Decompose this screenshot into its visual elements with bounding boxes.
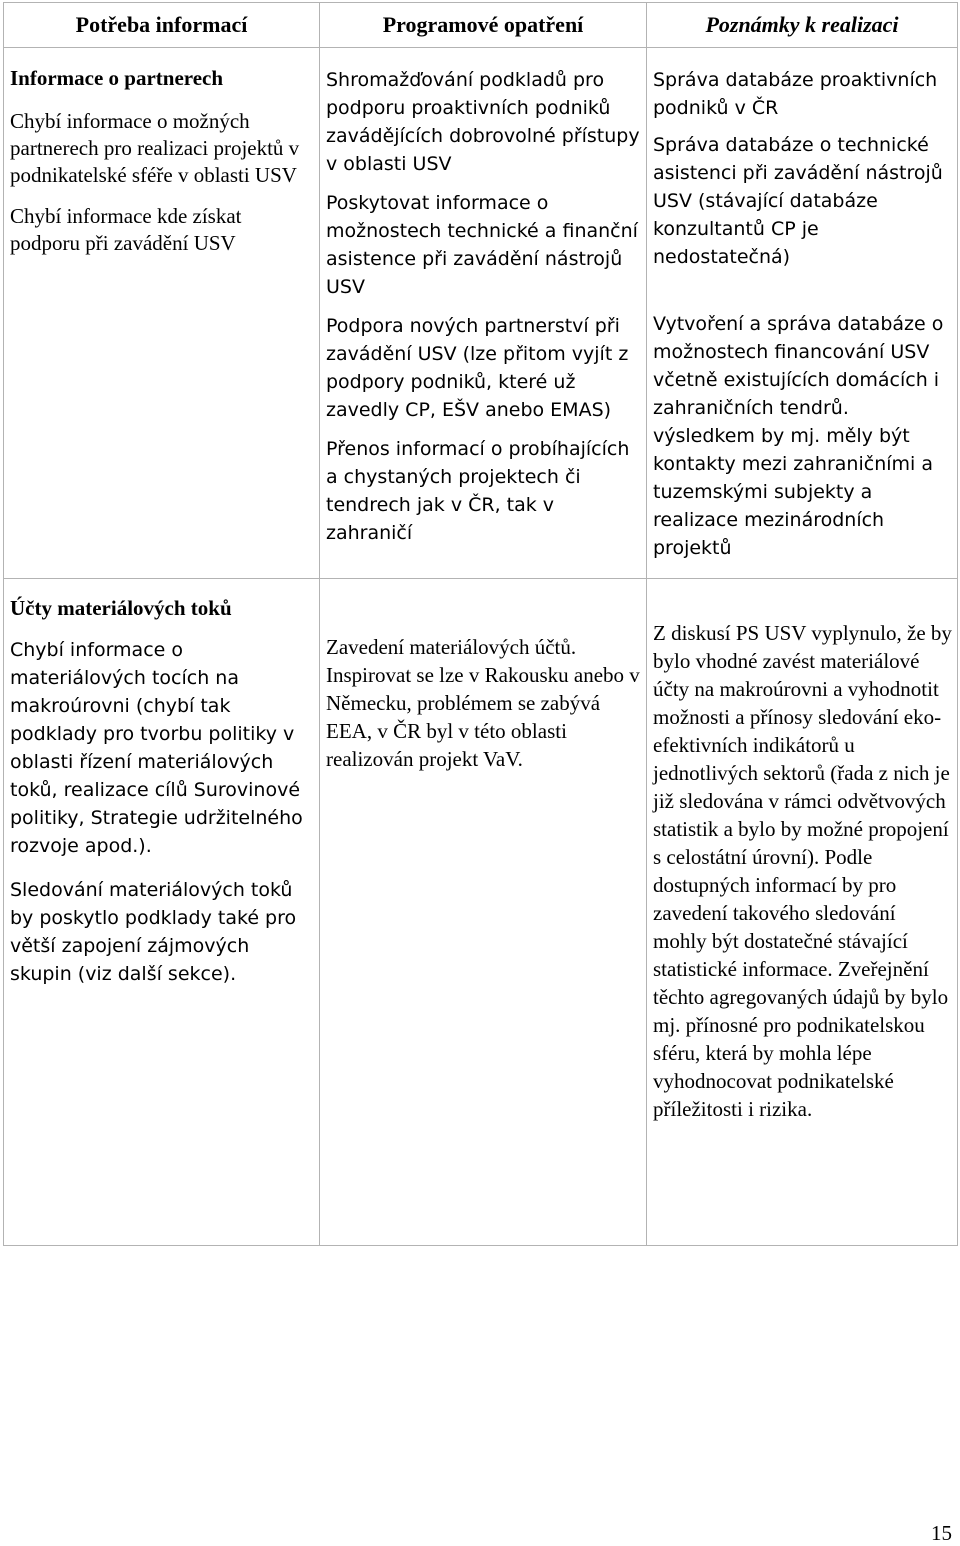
note-paragraph: Z diskusí PS USV vyplynulo, že by bylo vhodné zavést materiálové účty na makroúrovni a vyhodnotit možnosti a přínosy sledování eko-efektivních indikátorů u jednotlivých sektorů (řada z nich je již sledována v rámci odvětvových statistik a bylo by možné propojení s celostátní úrovní). Podle dostupných informací by pro zavedení takového sledování mohly být dostatečné stávající statistické informace. Zveřejnění těchto agregovaných údajů by bylo mj. přínosné pro podnikatelskou sféru, která by mohla lépe vyhodnocovat podnikatelské příležitosti i rizika.	[653, 621, 952, 1121]
notes-cell-material-flows	[647, 579, 958, 1246]
measures-cell-partners	[320, 48, 647, 579]
needs-paragraph: Sledování materiálových toků by poskytlo podklady také pro větší zapojení zájmových skupin (viz další sekce).	[10, 879, 297, 985]
measure-paragraph: Přenos informací o probíhajících a chystaných projektech či tendrech jak v ČR, tak v zahraničí	[326, 438, 630, 544]
table-header-row	[4, 3, 958, 48]
notes-cell-partners	[647, 48, 958, 579]
needs-title: Informace o partnerech	[10, 66, 224, 90]
note-paragraph: Vytvoření a správa databáze o možnostech financování USV včetně existujících domácích i zahraničních tendrů. výsledkem by mj. měly být kontakty mezi zahraničními a tuzemskými subjekty a realizace mezinárodních projektů	[653, 313, 944, 559]
note-paragraph: Správa databáze o technické asistenci při zavádění nástrojů USV (stávající databáze konzultantů CP je nedostatečná)	[653, 134, 943, 268]
measures-cell-material-flows	[320, 579, 647, 1246]
needs-cell-partners	[4, 48, 320, 579]
table-row	[4, 48, 958, 579]
header-measures: Programové opatření	[320, 3, 647, 48]
measures-table	[3, 2, 958, 1246]
measure-paragraph: Podpora nových partnerství při zavádění USV (lze přitom vyjít z podpory podniků, které už zavedly CP, EŠV anebo EMAS)	[326, 315, 629, 421]
measure-paragraph: Shromažďování podkladů pro podporu proaktivních podniků zavádějících dobrovolné přístupy v oblasti USV	[326, 69, 640, 175]
header-notes: Poznámky k realizaci	[647, 3, 958, 48]
measure-paragraph: Zavedení materiálových účtů. Inspirovat se lze v Rakousku anebo v Německu, problémem se zabývá EEA, v ČR byl v této oblasti realizován projekt VaV.	[326, 635, 640, 771]
table-row	[4, 579, 958, 1246]
needs-title: Účty materiálových toků	[10, 596, 232, 620]
header-needs: Potřeba informací	[4, 3, 320, 48]
needs-paragraph: Chybí informace kde získat podporu při zavádění USV	[10, 204, 242, 255]
needs-paragraph: Chybí informace o materiálových tocích na makroúrovni (chybí tak podklady pro tvorbu politiky v oblasti řízení materiálových toků, realizace cílů Surovinové politiky, Strategie udržitelného rozvoje apod.).	[10, 639, 303, 857]
measure-paragraph: Poskytovat informace o možnostech technické a finanční asistence při zavádění nástrojů USV	[326, 192, 638, 298]
page-number: 15	[931, 1521, 952, 1545]
note-paragraph: Správa databáze proaktivních podniků v ČR	[653, 69, 938, 119]
needs-paragraph: Chybí informace o možných partnerech pro realizaci projektů v podnikatelské sféře v oblasti USV	[10, 109, 300, 187]
needs-cell-material-flows	[4, 579, 320, 1246]
